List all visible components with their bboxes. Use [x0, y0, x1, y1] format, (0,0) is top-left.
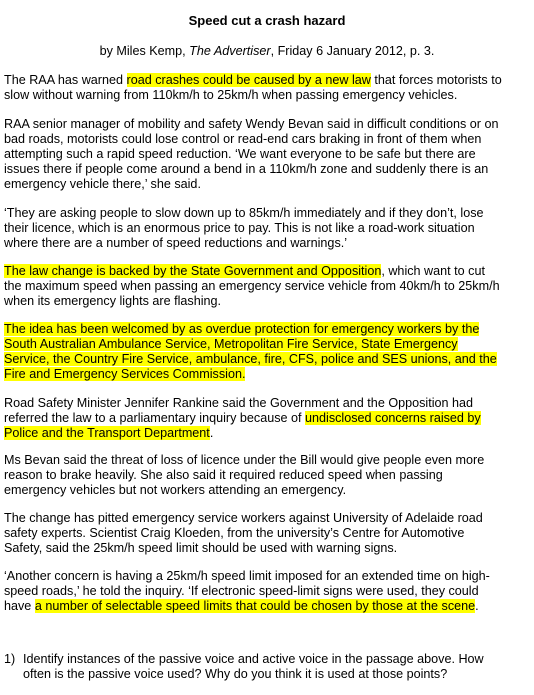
highlighted-text: The idea has been welcomed by as overdue protection for emergency workers by the South Australian Ambulance Service, Metropolitan Fire Service, State Emergency Service, the Country Fire Service, ambulance, fire, CFS, police and SES unions, and the Fire and Emergency Services Commission. [4, 322, 497, 381]
article-paragraph [4, 322, 504, 382]
article-paragraph [4, 206, 504, 251]
paragraph-text: ‘Another concern is having a 25km/h speed limit imposed for an extended time on high-speed roads,’ he told the inquiry. ‘If electronic speed-limit signs were used, they could have [4, 569, 490, 613]
paragraph-text: . [475, 599, 479, 613]
paragraph-text: Ms Bevan said the threat of loss of licence under the Bill would give people even more reason to brake heavily. She also said it required reduced speed when passing emergency vehicles but not workers attending an emergency. [4, 453, 485, 497]
highlighted-text: The law change is backed by the State Government and Opposition [4, 264, 382, 278]
article-paragraph [4, 396, 504, 441]
article-paragraph [4, 511, 504, 556]
article-paragraph [4, 117, 504, 192]
paragraph-text: Road Safety Minister Jennifer Rankine said the Government and the Opposition had referred the law to a parliamentary inquiry because of [4, 396, 474, 425]
paragraph-text: ‘They are asking people to slow down up to 85km/h immediately and if they don’t, lose their licence, which is an enormous price to pay. This is not like a road-work situation where there are a number of speed reductions and warnings.’ [4, 206, 484, 250]
byline-publication: The Advertiser [189, 44, 271, 58]
article-title: Speed cut a crash hazard [188, 13, 346, 28]
paragraph-text: , which want to cut the maximum speed when passing an emergency service vehicle from 40km/h to 25km/h when its emergency lights are flashing. [4, 264, 500, 308]
byline-date: , Friday 6 January 2012, p. 3. [270, 44, 435, 58]
highlighted-text: road crashes could be caused by a new law [126, 73, 371, 87]
byline-author: by Miles Kemp, [99, 44, 190, 58]
highlighted-text: undisclosed concerns raised by Police and the Transport Department [4, 411, 481, 440]
paragraph-text: that forces motorists to slow without warning from 110km/h to 25km/h when passing emergency vehicles. [4, 73, 502, 102]
article-paragraph [4, 569, 504, 614]
article-paragraph [4, 453, 504, 498]
article-byline [0, 44, 534, 59]
paragraph-text: . [209, 426, 214, 440]
article-paragraph [4, 73, 504, 103]
paragraph-text: RAA senior manager of mobility and safety Wendy Bevan said in difficult conditions or on bad roads, motorists could lose control or read-end cars braking in front of them when attempting such a rapid speed reduction. ‘We want everyone to be safe but there are issues there if people come around a bend in a 110km/h zone and suddenly there is an emergency vehicle there,’ she said. [4, 117, 499, 191]
highlighted-text: a number of selectable speed limits that could be chosen by those at the scene [34, 599, 476, 613]
paragraph-text: The RAA has warned [4, 73, 127, 87]
article-paragraph [4, 264, 504, 309]
question-text: Identify instances of the passive voice and active voice in the passage above. How often is the passive voice used? Why do you think it is used at those points? [23, 652, 484, 681]
paragraph-text: The change has pitted emergency service workers against University of Adelaide road safety experts. Scientist Craig Kloeden, from the university’s Centre for Automotive Safety, said the 25km/h speed limit should be used with warning signs. [4, 511, 483, 555]
question-number: 1) [4, 652, 16, 666]
